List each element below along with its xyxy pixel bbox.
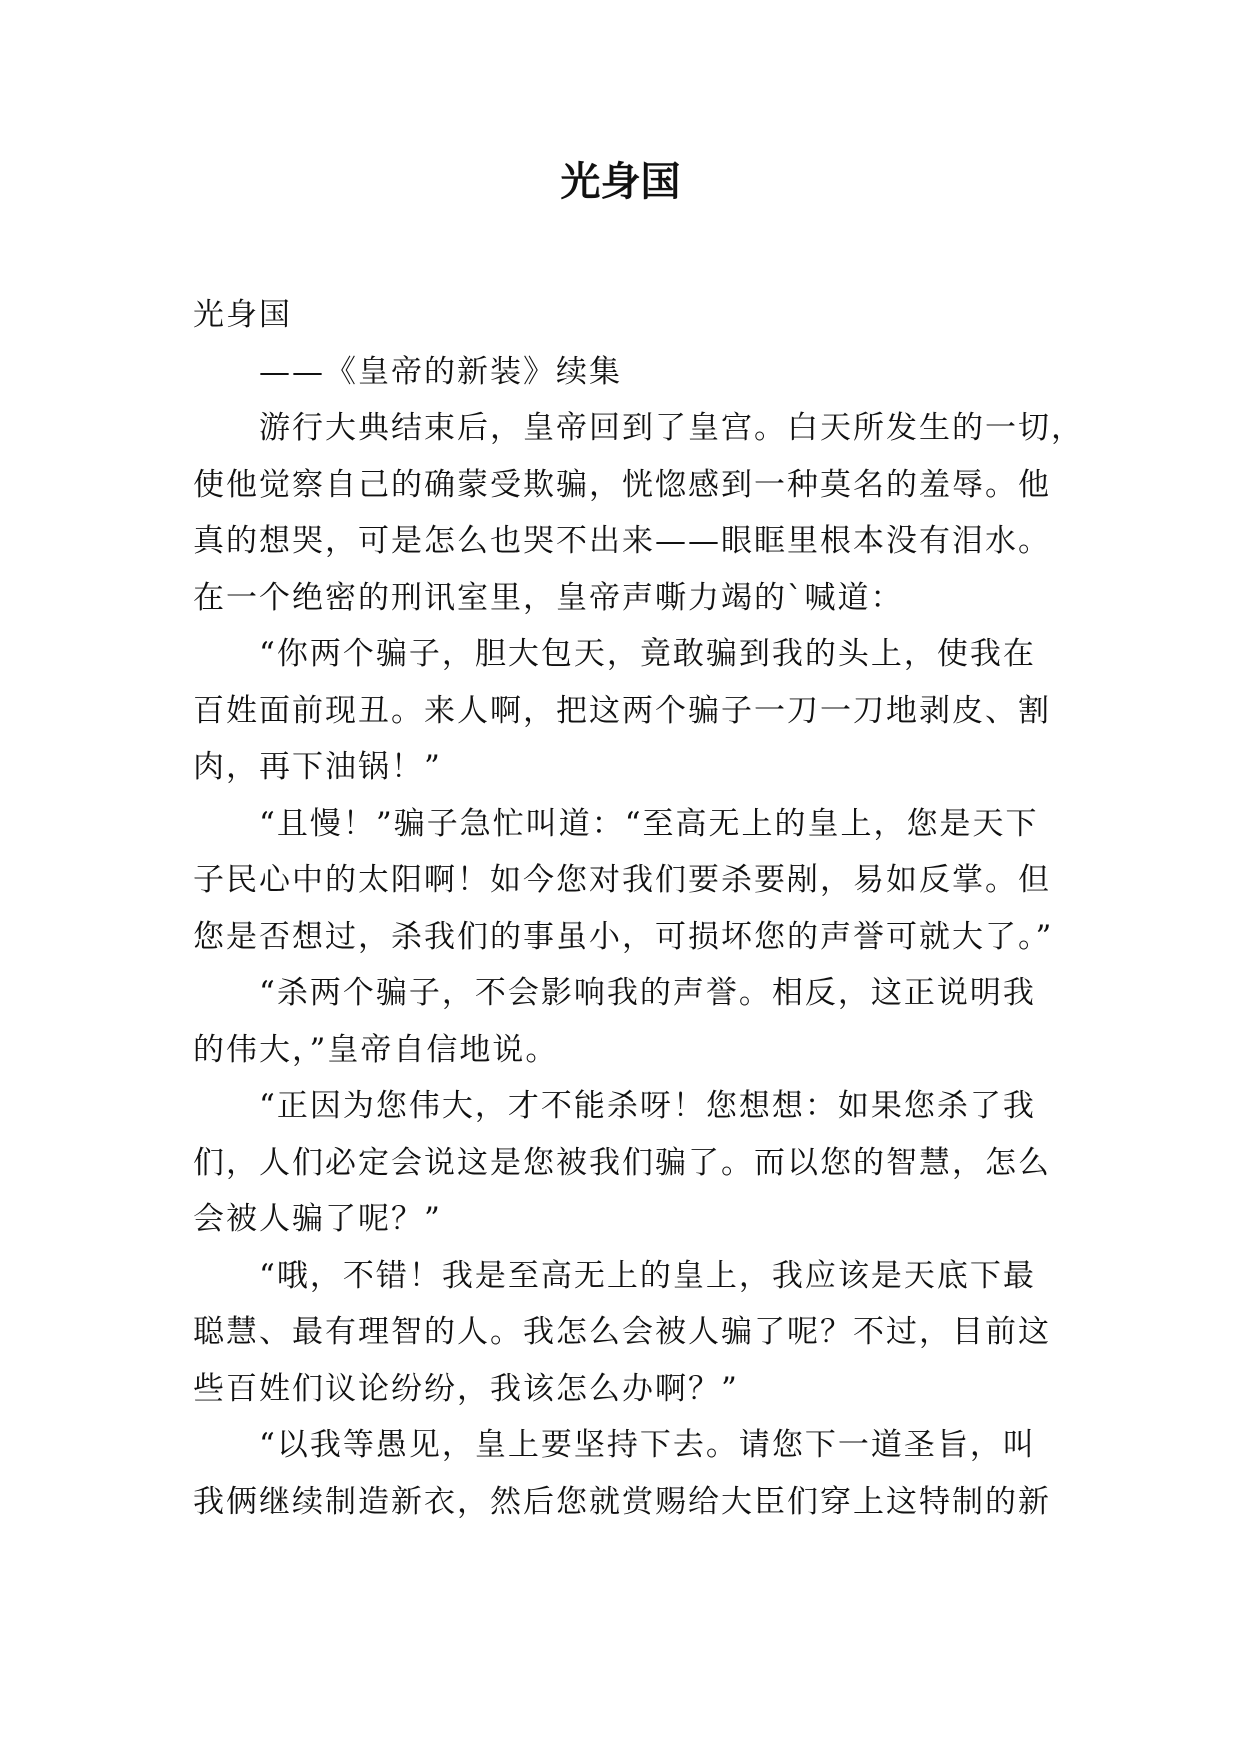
text-line: 您是否想过，杀我们的事虽小，可损坏您的声誉可就大了。” xyxy=(193,918,1054,955)
text-line: “杀两个骗子，不会影响我的声誉。相反，这正说明我 xyxy=(259,975,1036,1011)
text-line: 光身国 xyxy=(193,297,292,333)
document-body xyxy=(193,287,1084,1530)
text-line: 子民心中的太阳啊！如今您对我们要杀要剐，易如反掌。但 xyxy=(193,862,1051,898)
text-line: 在一个绝密的刑讯室里，皇帝声嘶力竭的`喊道： xyxy=(193,579,904,616)
text-line: “哦，不错！我是至高无上的皇上，我应该是天底下最 xyxy=(259,1257,1036,1294)
text-line: 肉，再下油锅！” xyxy=(193,749,442,785)
text-line: 使他觉察自己的确蒙受欺骗，恍惚感到一种莫名的羞辱。他 xyxy=(193,466,1051,503)
text-line: 聪慧、最有理智的人。我怎么会被人骗了呢？不过，目前这 xyxy=(193,1314,1051,1350)
text-line: 我俩继续制造新衣，然后您就赏赐给大臣们穿上这特制的新 xyxy=(193,1483,1051,1520)
text-line: 会被人骗了呢？” xyxy=(193,1201,442,1237)
text-line: “且慢！”骗子急忙叫道：“至高无上的皇上，您是天下 xyxy=(259,805,1039,842)
text-line: 百姓面前现丑。来人啊，把这两个骗子一刀一刀地剥皮、割 xyxy=(193,692,1051,729)
text-line: 游行大典结束后，皇帝回到了皇宫。白天所发生的一切， xyxy=(259,410,1084,446)
text-line: 真的想哭，可是怎么也哭不出来——眼眶里根本没有泪水。 xyxy=(193,523,1051,559)
document-title: 光身国 xyxy=(560,159,681,205)
text-line: 些百姓们议论纷纷，我该怎么办啊？” xyxy=(193,1370,739,1407)
text-line: “你两个骗子，胆大包天，竟敢骗到我的头上，使我在 xyxy=(259,636,1036,672)
text-line: 的伟大，”皇帝自信地说。 xyxy=(193,1031,559,1068)
text-line: 们，人们必定会说这是您被我们骗了。而以您的智慧，怎么 xyxy=(193,1144,1051,1181)
text-line: “以我等愚见，皇上要坚持下去。请您下一道圣旨，叫 xyxy=(259,1427,1036,1463)
text-line: ——《皇帝的新装》续集 xyxy=(259,353,622,390)
text-line: “正因为您伟大，才不能杀呀！您想想：如果您杀了我 xyxy=(259,1088,1036,1124)
